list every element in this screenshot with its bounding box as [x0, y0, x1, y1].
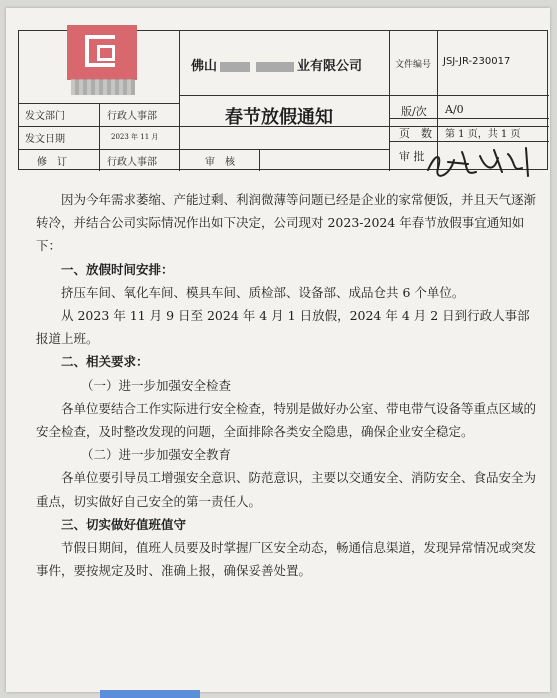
redaction: [220, 62, 250, 72]
company-logo: [67, 25, 137, 80]
paragraph-intro: 因为今年需求萎缩、产能过剩、利润微薄等问题已经是企业的家常便饭，并且天气逐渐转冷，并结合公司实际情况作出如下决定，公司现对 2023-2024 年春节放假事宜通知如下：: [36, 192, 537, 254]
section-heading-1: 一、放假时间安排：: [61, 261, 174, 277]
pages-value: 第 1 页，共 1 页: [445, 129, 521, 140]
paragraph-dates: 从 2023 年 11 月 9 日至 2024 年 4 月 1 日放假，2024 年 4 月 2 日到行政人事部报道上班。: [36, 308, 530, 347]
review-label: 审 核: [205, 157, 235, 168]
revise-label: 修 订: [37, 157, 67, 168]
issuing-dept: 行政人事部: [107, 111, 157, 122]
logo-redaction: [71, 79, 135, 95]
approve-label: 审 批: [399, 150, 425, 163]
paragraph-safety-check: 各单位要结合工作实际进行安全检查，特别是做好办公室、带电带气设备等重点区域的安全检查，及时整改发现的问题，全面排除各类安全隐患，确保企业安全稳定。: [36, 400, 537, 440]
issue-date: 2023 年 11 月: [111, 133, 159, 141]
paragraph-units: 挤压车间、氧化车间、模具车间、质检部、设备部、成品仓共 6 个单位。: [61, 284, 465, 300]
paragraph-duty: 节假日期间，值班人员要及时掌握厂区安全动态，畅通信息渠道，发现异常情况或突发事件，要按规定及时、准确上报，确保妥善处置。: [36, 540, 537, 579]
issuing-dept-label: 发文部门: [25, 111, 65, 122]
document-page: [6, 8, 550, 692]
issue-date-label: 发文日期: [25, 134, 65, 145]
company-prefix: 佛山: [191, 59, 218, 74]
handwritten-signature: [424, 142, 544, 180]
company-name: [191, 55, 362, 74]
company-suffix: 业有限公司: [297, 59, 363, 74]
revise-dept: 行政人事部: [107, 157, 157, 168]
redaction: [256, 62, 294, 72]
version-value: A/0: [445, 103, 464, 116]
version-label: 版/次: [401, 105, 427, 118]
bottom-ui-strip: [100, 690, 200, 698]
pages-label: 页 数: [399, 127, 432, 140]
subsection-1: （一）进一步加强安全检查: [81, 377, 232, 393]
document-title: 春节放假通知: [225, 107, 333, 128]
doc-no-label: 文件编号: [395, 60, 432, 70]
doc-no: JSJ-JR-230017: [443, 56, 511, 67]
section-heading-2: 二、相关要求：: [61, 354, 149, 370]
notice-body: [36, 188, 536, 582]
paragraph-safety-education: 各单位要引导员工增强安全意识、防范意识，主要以交通安全、消防安全、食品安全为重点，切实做好自己安全的第一责任人。: [36, 470, 537, 509]
section-heading-3: 三、切实做好值班值守: [61, 516, 187, 532]
subsection-2: （二）进一步加强安全教育: [81, 447, 232, 463]
